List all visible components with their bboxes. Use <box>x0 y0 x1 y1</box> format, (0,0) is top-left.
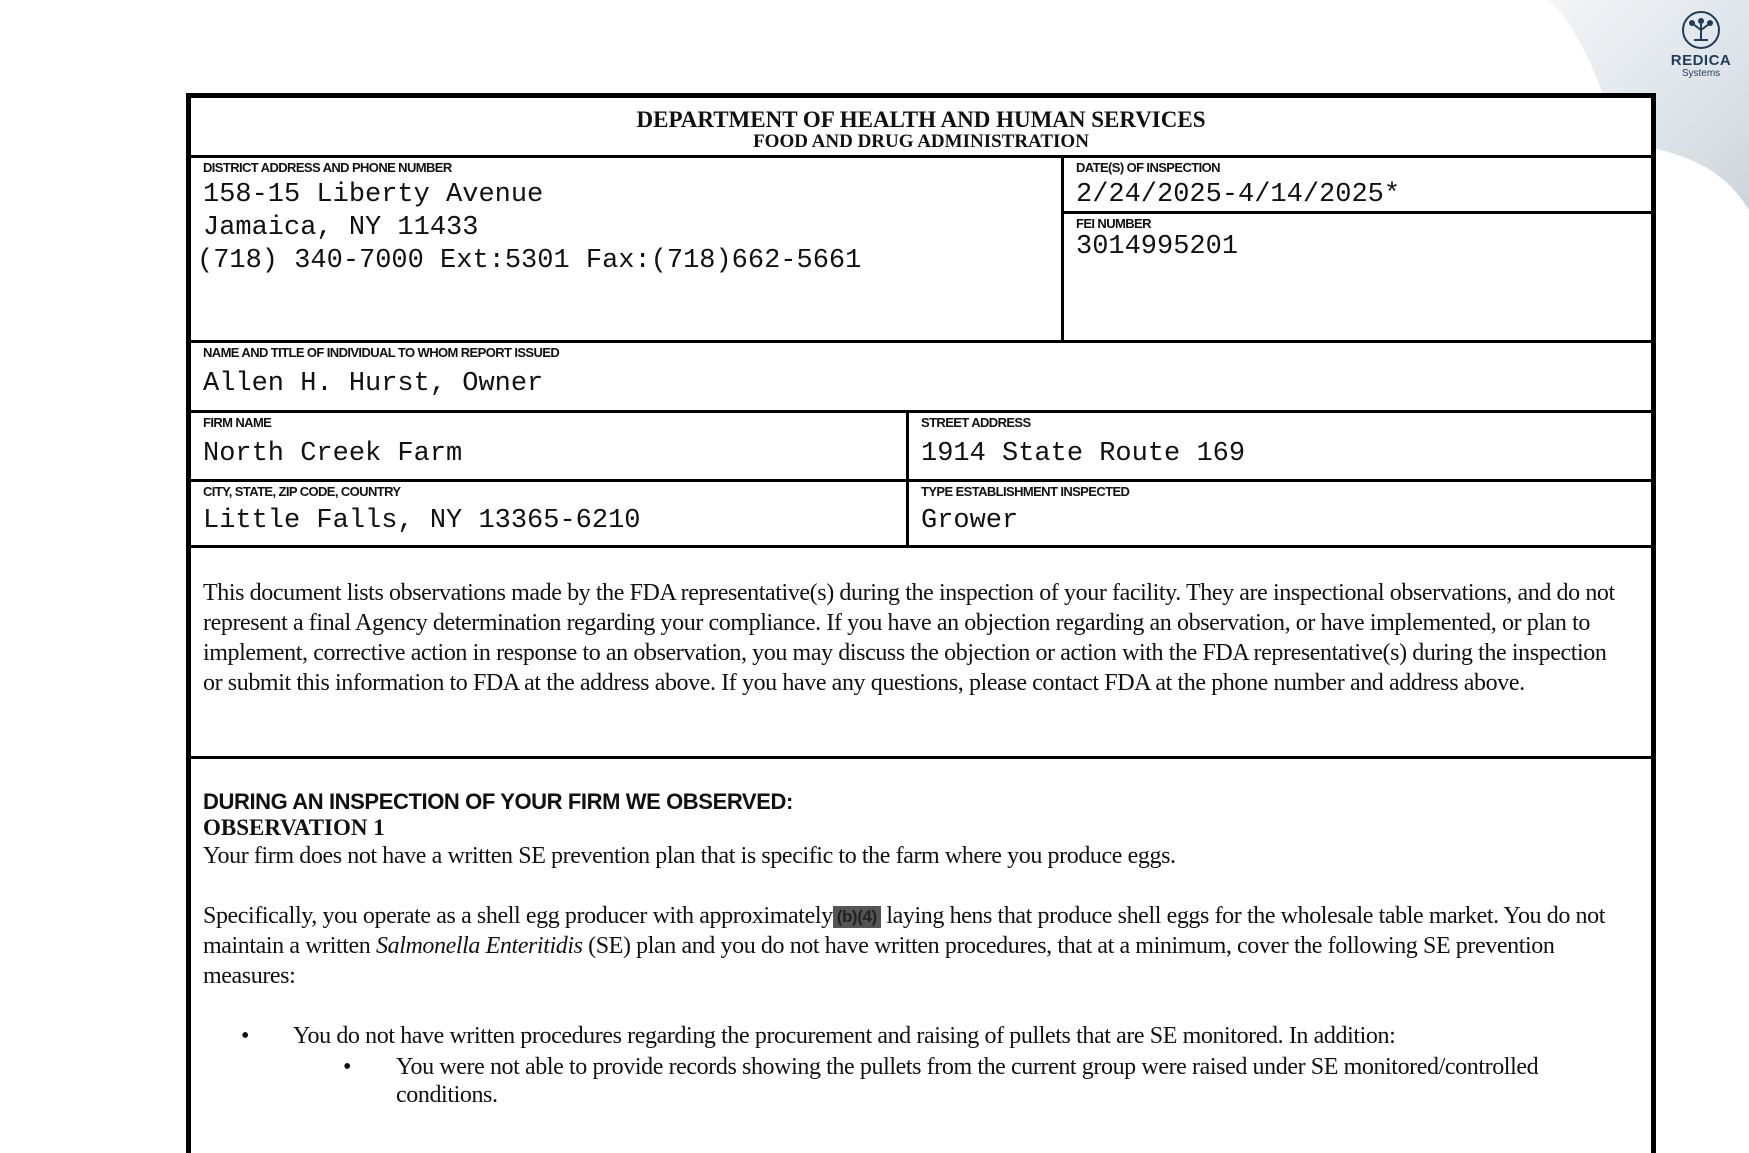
agency-title: FOOD AND DRUG ADMINISTRATION <box>753 131 1089 152</box>
detail-part-1: Specifically, you operate as a shell egg producer with approximately <box>203 903 833 929</box>
observation-title: OBSERVATION 1 <box>203 815 385 840</box>
establishment-label: TYPE ESTABLISHMENT INSPECTED <box>921 484 1130 499</box>
disclaimer-text: This document lists observations made by the FDA representative(s) during the inspection of your facility. They are inspectional observations, and do not represent a final Agency determination regarding your compliance. If you have an objection regarding an observation, or have implemented, or plan to implement, corrective action in response to an observation, you may discuss the objection or action with the FDA representative(s) during the inspection or submit this information to FDA at the address above. If you have any questions, please contact FDA at the phone number and address above. <box>203 580 1615 696</box>
individual-label: NAME AND TITLE OF INDIVIDUAL TO WHOM REPORT ISSUED <box>203 345 560 360</box>
district-line-3: (718) 340-7000 Ext:5301 Fax:(718)662-5661 <box>197 246 862 276</box>
individual-cell <box>191 343 1651 410</box>
fei-cell <box>1064 214 1651 264</box>
detail-part-3: (SE) plan and you do not have written procedures, that at a minimum, cover the following SE prevention measures: <box>203 933 1555 989</box>
redica-logo <box>1661 10 1741 79</box>
fei-value: 3014995201 <box>1076 232 1239 262</box>
redaction-box: (b)(4) <box>833 906 881 928</box>
firm-value: North Creek Farm <box>203 439 463 469</box>
logo-subtitle: Systems <box>1681 68 1721 79</box>
district-line-1: 158-15 Liberty Avenue <box>203 180 544 210</box>
detail-part-2: laying hens that produce shell eggs for the wholesale table market. You do not maintain a written <box>203 903 1606 959</box>
city-value: Little Falls, NY 13365-6210 <box>203 506 641 536</box>
list-item: • You were not able to provide records showing the pullets from the current group were raised under SE monitored/controlled conditions. <box>191 1053 1631 1109</box>
district-cell <box>191 158 1064 340</box>
fei-label: FEI NUMBER <box>1076 216 1151 231</box>
observation-summary: Your firm does not have a written SE prevention plan that is specific to the farm where you produce eggs. <box>203 843 1176 869</box>
street-cell <box>909 413 1651 479</box>
observation-detail <box>203 901 1631 991</box>
city-row <box>191 482 1651 548</box>
street-value: 1914 State Route 169 <box>921 439 1246 469</box>
firm-cell <box>191 413 909 479</box>
individual-value: Allen H. Hurst, Owner <box>203 369 544 399</box>
firm-row <box>191 413 1651 482</box>
observations-heading: DURING AN INSPECTION OF YOUR FIRM WE OBSERVED: <box>203 789 793 814</box>
city-cell <box>191 482 909 545</box>
city-label: CITY, STATE, ZIP CODE, COUNTRY <box>203 484 401 499</box>
dates-value: 2/24/2025-4/14/2025* <box>1076 180 1401 210</box>
observations-section <box>191 759 1651 1109</box>
district-line-2: Jamaica, NY 11433 <box>203 213 479 243</box>
tree-network-icon <box>1681 10 1721 50</box>
district-row <box>191 158 1651 343</box>
individual-row <box>191 343 1651 413</box>
form-header <box>191 98 1651 158</box>
detail-italic: Salmonella Enteritidis <box>376 933 583 959</box>
establishment-cell <box>909 482 1651 545</box>
dates-cell <box>1064 158 1651 214</box>
district-label: DISTRICT ADDRESS AND PHONE NUMBER <box>203 160 452 175</box>
street-label: STREET ADDRESS <box>921 415 1031 430</box>
dates-fei-cell <box>1064 158 1651 340</box>
department-title: DEPARTMENT OF HEALTH AND HUMAN SERVICES <box>636 107 1206 132</box>
logo-name: REDICA <box>1670 52 1732 69</box>
firm-label: FIRM NAME <box>203 415 272 430</box>
list-item: • You do not have written procedures regarding the procurement and raising of pullets that are SE monitored. In addition: <box>191 1021 1631 1051</box>
dates-label: DATE(S) OF INSPECTION <box>1076 160 1220 175</box>
disclaimer-row <box>191 548 1651 759</box>
fda-483-form <box>186 93 1656 1153</box>
establishment-value: Grower <box>921 506 1019 536</box>
measures-list <box>191 1021 1631 1109</box>
